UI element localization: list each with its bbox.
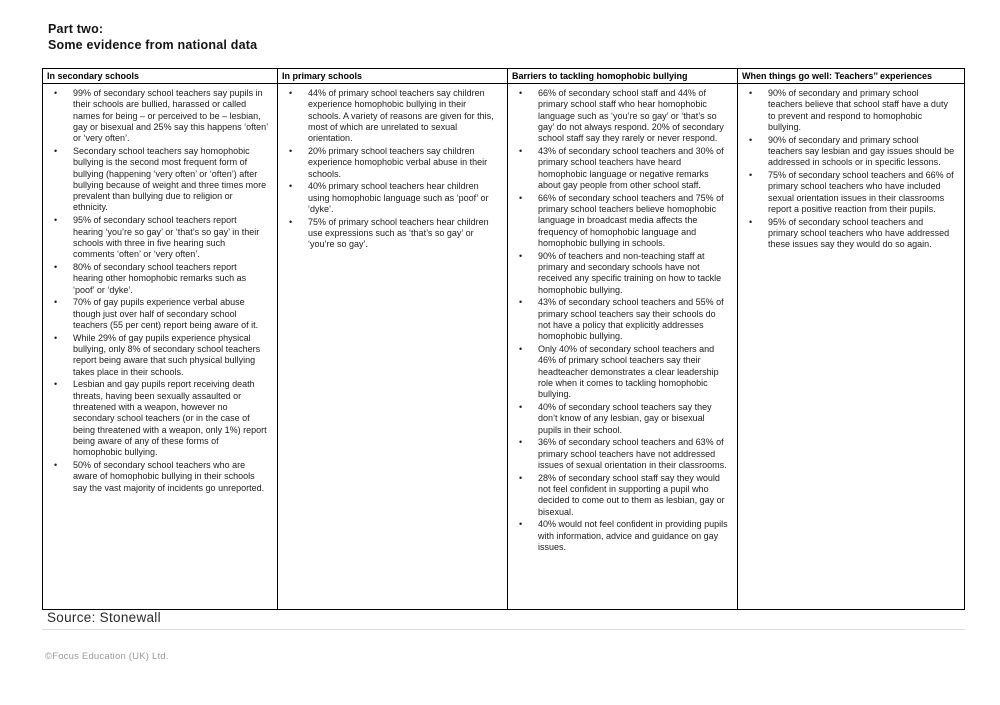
bullet-item: • 44% of primary school teachers say children experience homophobic bullying in their schools. A variety of reasons are given for this, most of which are unrelated to sexual orientation. [278,88,507,146]
bullet-item: • 99% of secondary school teachers say pupils in their schools are bullied, harassed or called names for being – or perceived to be – lesbian, gay or bisexual and 25% say this happens ‘often’ or ‘very often’. [43,88,277,146]
bullet-list [43,88,277,495]
bullet-item: • 66% of secondary school teachers and 75% of primary school teachers believe homophobic language in broadcast media affects the frequency of homophobic language and homophobic bullying in schools. [508,193,737,251]
bullet-item: • 43% of secondary school teachers and 55% of primary school teachers say their schools do not have a policy that explicitly addresses homophobic bullying. [508,297,737,344]
bullet-item: • While 29% of gay pupils experience physical bullying, only 8% of secondary school teachers report being aware that such physical bullying takes place in their schools. [43,333,277,380]
source-line: Source: Stonewall [42,610,965,630]
bullet-item: • 80% of secondary school teachers report hearing other homophobic remarks such as ‘poof’ or ‘dyke’. [43,262,277,297]
column-header: In secondary schools [43,69,277,84]
bullet-item: • 40% primary school teachers hear children using homophobic language such as ‘poof’ or ‘dyke’. [278,181,507,216]
bullet-item: • 95% of secondary school teachers and primary school teachers who have addressed these issues say they would do so again. [738,217,964,252]
bullet-item: • 95% of secondary school teachers report hearing ‘you’re so gay’ or ‘that’s so gay’ in their schools with three in five hearing such comments ‘often’ or ‘very often’. [43,215,277,262]
bullet-item: • 66% of secondary school staff and 44% of primary school staff who hear homophobic language such as ‘you’re so gay’ or ‘that’s so gay’ do not always respond. 20% of secondary school staff say they rarely or never respond. [508,88,737,146]
bullet-item: • 75% of secondary school teachers and 66% of primary school teachers who have included sexual orientation issues in their classrooms report a positive reaction from their pupils. [738,170,964,217]
bullet-item: • 40% would not feel confident in providing pupils with information, advice and guidance on gay issues. [508,519,737,554]
table-column-1 [43,69,278,609]
page-title-line1: Part two: [48,22,104,36]
column-header: Barriers to tackling homophobic bullying [508,69,737,84]
bullet-item: • 36% of secondary school teachers and 63% of primary school teachers have not addressed issues of sexual orientation in their classrooms. [508,437,737,472]
evidence-table [42,68,965,610]
bullet-item: • 90% of secondary and primary school teachers believe that school staff have a duty to prevent and respond to homophobic bullying. [738,88,964,135]
column-header: When things go well: Teachers’’ experiences [738,69,964,84]
table-column-2 [278,69,508,609]
bullet-list [738,88,964,252]
bullet-item: • 90% of teachers and non-teaching staff at primary and secondary schools have not received any specific training on how to tackle homophobic bullying. [508,251,737,298]
bullet-item: • Secondary school teachers say homophobic bullying is the second most frequent form of bullying (happening ‘very often’ or ‘often’) after bullying because of weight and three times more prevalent than bullying due to religion or ethnicity. [43,146,277,215]
bullet-item: • 20% primary school teachers say children experience homophobic verbal abuse in their schools. [278,146,507,181]
page-title-line2: Some evidence from national data [48,38,258,52]
bullet-item: • 75% of primary school teachers hear children use expressions such as ‘that’s so gay’ or ‘you’re so gay’. [278,217,507,252]
bullet-list [508,88,737,555]
bullet-item: • 70% of gay pupils experience verbal abuse though just over half of secondary school teachers (55 per cent) report being aware of it. [43,297,277,332]
table-column-3 [508,69,738,609]
bullet-item: • 43% of secondary school teachers and 30% of primary school teachers have heard homophobic language or negative remarks about gay people from other school staff. [508,146,737,193]
bullet-item: • Lesbian and gay pupils report receiving death threats, having been sexually assaulted or threatened with a weapon, however no secondary school teachers (or in the case of being threatened with a weapon, only 1%) report being aware of any of these forms of homophobic bullying. [43,379,277,460]
bullet-item: • 40% of secondary school teachers say they don’t know of any lesbian, gay or bisexual pupils in their school. [508,402,737,437]
bullet-item: • 28% of secondary school staff say they would not feel confident in supporting a pupil who decided to come out to them as lesbian, gay or bisexual. [508,473,737,520]
bullet-item: • 50% of secondary school teachers who are aware of homophobic bullying in their schools say the vast majority of incidents go unreported. [43,460,277,495]
bullet-item: • 90% of secondary and primary school teachers say lesbian and gay issues should be addressed in schools or in specific lessons. [738,135,964,170]
bullet-list [278,88,507,252]
column-header: In primary schools [278,69,507,84]
footer-copyright: ©Focus Education (UK) Ltd. [45,651,169,662]
table-column-4 [738,69,964,609]
page-title [48,21,257,53]
bullet-item: • Only 40% of secondary school teachers and 46% of primary school teachers say their headteacher demonstrates a clear leadership role when it comes to tackling homophobic bullying. [508,344,737,402]
